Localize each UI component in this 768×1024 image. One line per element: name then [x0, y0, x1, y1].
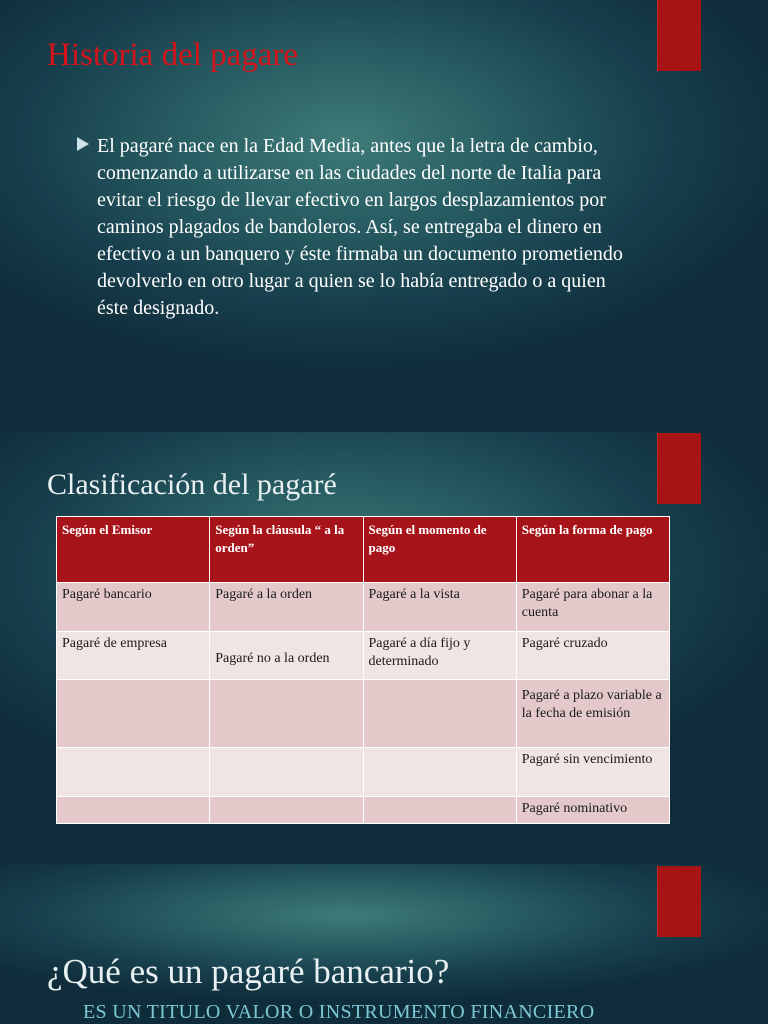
table-cell: Pagaré bancario [57, 583, 210, 632]
header-clausula: Según la cláusula “ a la orden” [210, 517, 363, 583]
header-forma: Según la forma de pago [516, 517, 669, 583]
table-cell [363, 797, 516, 824]
table-row [57, 748, 670, 797]
accent-bar [657, 433, 701, 504]
table-row [57, 680, 670, 748]
triangle-bullet-icon [77, 137, 89, 151]
table-cell [363, 680, 516, 748]
table-header-row [57, 517, 670, 583]
table-cell: Pagaré para abonar a la cuenta [516, 583, 669, 632]
header-emisor: Según el Emisor [57, 517, 210, 583]
table-cell: Pagaré a la orden [210, 583, 363, 632]
table-row [57, 797, 670, 824]
table-cell: Pagaré nominativo [516, 797, 669, 824]
classification-table [56, 516, 670, 824]
slide-subtitle: ES UN TITULO VALOR O INSTRUMENTO FINANCIERO [83, 1001, 595, 1023]
header-momento: Según el momento de pago [363, 517, 516, 583]
table-cell [363, 748, 516, 797]
slide-pagare-bancario [0, 864, 768, 1024]
table-cell: Pagaré a la vista [363, 583, 516, 632]
table-cell: Pagaré de empresa [57, 632, 210, 680]
table-cell [210, 797, 363, 824]
slide-title: ¿Qué es un pagaré bancario? [47, 952, 450, 991]
table-cell [57, 797, 210, 824]
slide-clasificacion [0, 432, 768, 864]
table-cell: Pagaré a plazo variable a la fecha de emisión [516, 680, 669, 748]
slide-historia [0, 0, 768, 432]
table-row [57, 583, 670, 632]
table-cell: Pagaré cruzado [516, 632, 669, 680]
accent-bar [657, 0, 701, 71]
table-cell: Pagaré sin vencimiento [516, 748, 669, 797]
table-cell: Pagaré no a la orden [210, 632, 363, 680]
table-cell [57, 680, 210, 748]
table-cell: Pagaré a día fijo y determinado [363, 632, 516, 680]
table-cell [57, 748, 210, 797]
slide-title: Historia del pagare [47, 37, 299, 73]
bullet-item [77, 133, 637, 322]
table-cell [210, 748, 363, 797]
bullet-text: El pagaré nace en la Edad Media, antes que la letra de cambio, comenzando a utilizarse en las ciudades del norte de Italia para evitar el riesgo de llevar efectivo en largos desplazamientos por caminos plagados de bandoleros. Así, se entregaba el dinero en efectivo a un banquero y éste firmaba un documento prometiendo devolverlo en otro lugar a quien se lo había entregado o a quien éste designado. [97, 135, 623, 319]
accent-bar [657, 866, 701, 937]
table-cell [210, 680, 363, 748]
slide-title: Clasificación del pagaré [47, 468, 337, 501]
table-row [57, 632, 670, 680]
